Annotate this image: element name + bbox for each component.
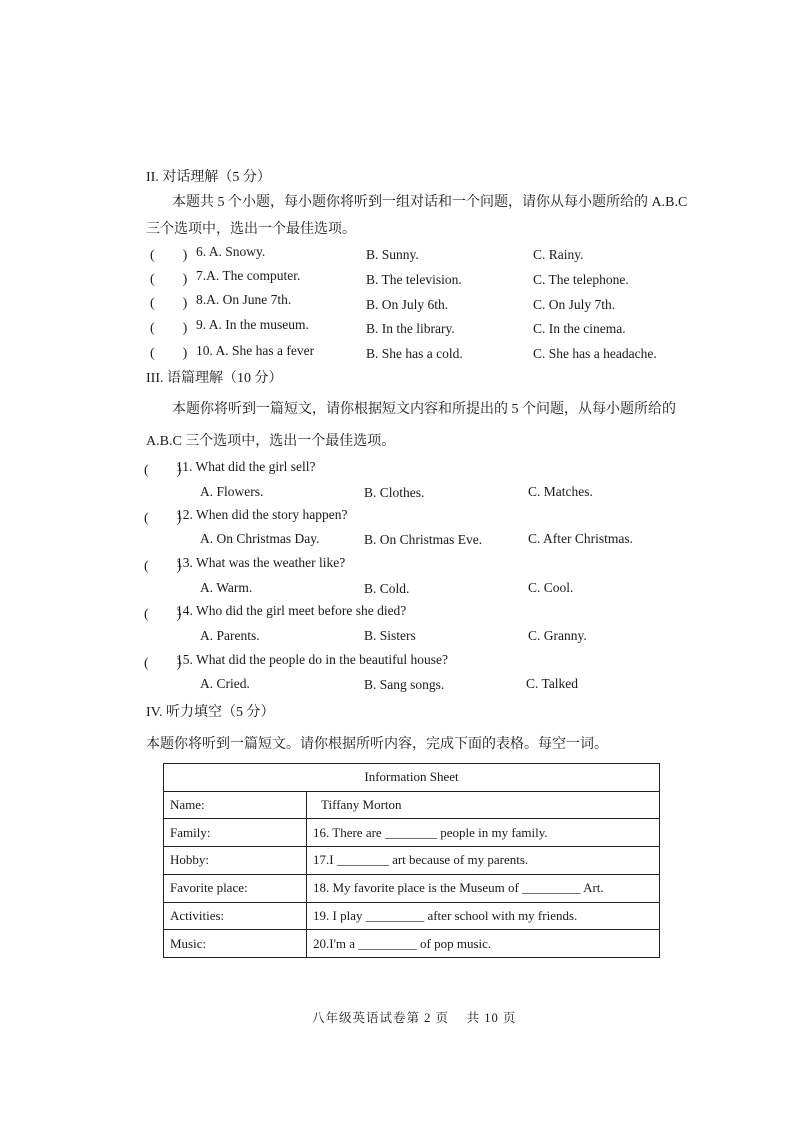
row-content[interactable]: 20.I'm a _________ of pop music. [307,930,660,958]
answer-bracket[interactable]: ( ) [150,248,188,263]
question-text: 11. What did the girl sell? [176,459,316,474]
answer-bracket[interactable]: ( ) [144,511,182,526]
row-content[interactable]: 19. I play _________ after school with my friends. [307,902,660,930]
information-sheet-table [163,763,660,958]
row-label: Activities: [164,902,307,930]
option-a: 9. A. In the museum. [196,317,309,332]
option-a: A. On Christmas Day. [200,531,320,546]
table-row [164,819,660,847]
option-c: C. After Christmas. [528,531,633,546]
option-c: C. Talked [526,676,579,691]
option-c: C. She has a headache. [533,346,657,361]
row-label: Family: [164,819,307,847]
table-title: Information Sheet [164,764,660,792]
section-4-instruction: 本题你将听到一篇短文。请你根据所听内容，完成下面的表格。每空一词。 [146,737,608,752]
table-row [164,930,660,958]
section-4-heading: IV. 听力填空（5 分） [146,705,275,720]
table-row [164,847,660,875]
option-a: 6. A. Snowy. [196,244,266,259]
option-c: C. On July 7th. [533,297,616,312]
answer-bracket[interactable]: ( ) [150,321,188,336]
section-2-instruction-line1: 本题共 5 个小题，每小题你将听到一组对话和一个问题，请你从每小题所给的 A.B.C [172,195,688,210]
section-3-instruction-line1: 本题你将听到一篇短文，请你根据短文内容和所提出的 5 个问题，从每小题所给的 [172,402,676,417]
option-c: C. Cool. [528,580,574,595]
option-a: A. Warm. [200,580,253,595]
table-row [164,902,660,930]
option-c: C. Rainy. [533,247,584,262]
row-content: Tiffany Morton [307,791,660,819]
option-b: B. In the library. [366,321,455,336]
row-content[interactable]: 18. My favorite place is the Museum of _________ Art. [307,874,660,902]
question-text: 13. What was the weather like? [176,555,346,570]
option-a: A. Cried. [200,676,250,691]
row-label: Hobby: [164,847,307,875]
row-content[interactable]: 17.I ________ art because of my parents. [307,847,660,875]
option-b: B. On July 6th. [366,297,449,312]
option-b: B. Sunny. [366,247,419,262]
section-2-heading: II. 对话理解（5 分） [146,170,271,185]
table-row [164,874,660,902]
answer-bracket[interactable]: ( ) [144,463,182,478]
answer-bracket[interactable]: ( ) [150,346,188,361]
option-c: C. Granny. [528,628,587,643]
answer-bracket[interactable]: ( ) [150,272,188,287]
question-text: 14. Who did the girl meet before she died? [176,603,407,618]
option-b: B. Sang songs. [364,677,445,692]
option-b: B. Cold. [364,581,410,596]
section-3-heading: III. 语篇理解（10 分） [146,371,283,386]
option-c: C. In the cinema. [533,321,626,336]
option-a: 7.A. The computer. [196,268,301,283]
option-b: B. Sisters [364,628,416,643]
answer-bracket[interactable]: ( ) [144,559,182,574]
option-b: B. The television. [366,272,462,287]
option-a: A. Flowers. [200,484,264,499]
table-title-row [164,764,660,792]
section-3-instruction-line2: A.B.C 三个选项中，选出一个最佳选项。 [146,434,396,449]
question-text: 15. What did the people do in the beautiful house? [176,652,448,667]
option-b: B. Clothes. [364,485,425,500]
row-label: Name: [164,791,307,819]
option-b: B. On Christmas Eve. [364,532,483,547]
row-label: Music: [164,930,307,958]
section-2-instruction-line2: 三个选项中，选出一个最佳选项。 [146,222,356,237]
option-a: 10. A. She has a fever [196,343,315,358]
table-row [164,791,660,819]
row-label: Favorite place: [164,874,307,902]
page-footer: 八年级英语试卷第 2 页 共 10 页 [312,1011,517,1025]
option-c: C. Matches. [528,484,593,499]
option-a: 8.A. On June 7th. [196,292,292,307]
option-c: C. The telephone. [533,272,629,287]
row-content[interactable]: 16. There are ________ people in my family. [307,819,660,847]
answer-bracket[interactable]: ( ) [144,656,182,671]
option-a: A. Parents. [200,628,260,643]
answer-bracket[interactable]: ( ) [150,296,188,311]
option-b: B. She has a cold. [366,346,463,361]
question-text: 12. When did the story happen? [176,507,348,522]
answer-bracket[interactable]: ( ) [144,607,182,622]
